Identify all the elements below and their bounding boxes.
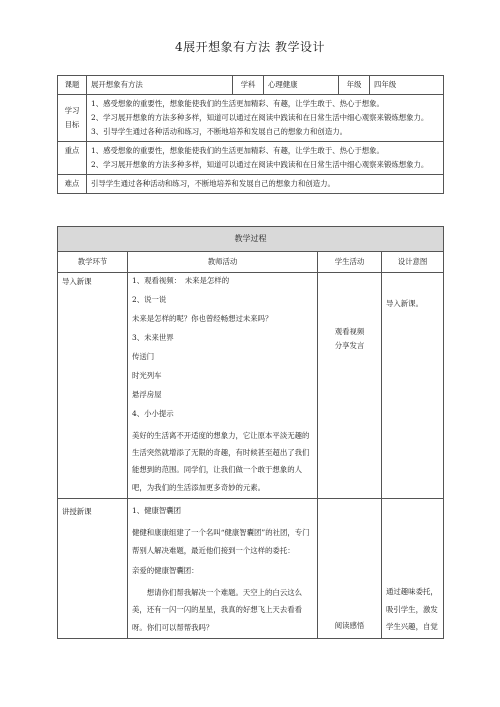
teacher-line: 想请你们帮我解决一个难题。天空上的白云这么美，还有一闪一闪的星星，我真的好想飞上天去看看呀。你们可以帮帮我吗？ (132, 587, 302, 632)
student-line: 阅读感悟 (334, 621, 365, 631)
info-table (57, 75, 444, 194)
student-activity-cell (318, 273, 382, 499)
header-intent: 设计意图 (382, 252, 444, 273)
header-student: 学生活动 (318, 252, 382, 273)
intent-text: 导入新课。 (386, 299, 423, 308)
header-teacher: 教师活动 (128, 252, 318, 273)
teacher-line: 时光列车 (132, 370, 162, 380)
teacher-line: 健健和康康组建了一个名叫“健康智囊团”的社团，专门帮别人解决难题，最近他们接到一个这样的委托： (132, 528, 310, 555)
goals-label-line-2: 目标 (64, 120, 80, 130)
process-row-intro (58, 273, 444, 499)
student-line: 观看视频 (334, 327, 365, 336)
goal-item: 1、感受想象的重要性，想象能使我们的生活更加精彩、有趣，让学生敢于、热心于想象。 (91, 99, 384, 109)
document-title: 4展开想象有方法 教学设计 (175, 40, 325, 54)
process-header-row (58, 252, 444, 273)
intent-cell (382, 499, 444, 639)
teacher-line: 传送门 (132, 351, 155, 361)
goals-label (58, 95, 87, 142)
key-item: 1、感受想象的重要性，想象能使我们的生活更加精彩、有趣，让学生敢于、热心于想象。 (91, 146, 384, 156)
stage-cell: 讲授新课 (58, 499, 128, 639)
key-item: 2、学习展开想象的方法多种多样，知道可以通过在阅读中践读和在日常生活中细心观察来锻炼想象力。 (91, 160, 429, 170)
teacher-line: 亲爱的健康智囊团： (132, 565, 199, 575)
process-row-new (58, 499, 444, 639)
goals-row (58, 95, 444, 142)
teacher-line: 3、未来世界 (132, 332, 174, 342)
process-banner: 教学过程 (58, 227, 444, 252)
goal-item: 2、学习展开想象的方法多种多样，知道可以通过在阅读中践读和在日常生活中细心观察来锻炼想象力。 (91, 113, 429, 123)
teacher-line: 美好的生活离不开适度的想象力，它让原本平淡无趣的生活突然就增添了无限的奇趣，有时候甚至超出了我们能想到的范围。同学们，让我们做一个敢于想象的人吧，为我们的生活添加更多奇妙的元素。 (132, 430, 310, 492)
intent-text: 通过趣味委托，吸引学生，激发学生兴趣，自觉 (386, 587, 438, 631)
teacher-activity-cell (128, 499, 318, 639)
intent-cell (382, 273, 444, 499)
difficulty-content: 引导学生通过各种活动和练习，不断地培养和发展自己的想象力和创造力。 (87, 175, 444, 194)
process-banner-row (58, 227, 444, 252)
key-label: 重点 (58, 142, 87, 175)
goals-content (87, 95, 444, 142)
goals-label-line-1: 学习 (64, 106, 80, 116)
teacher-line: 4、小小提示 (132, 408, 174, 418)
subject-label: 学科 (233, 76, 264, 95)
subject-value: 心理健康 (264, 76, 339, 95)
goal-item: 3、引导学生通过各种活动和练习，不断地培养和发展自己的想象力和创造力。 (91, 127, 347, 137)
key-row (58, 142, 444, 175)
course-row (58, 76, 444, 95)
process-table (57, 226, 444, 639)
teacher-line: 1、健康智囊团 (132, 506, 182, 516)
teacher-line: 未来是怎样的呢？你也曾经畅想过未来吗？ (132, 313, 273, 323)
difficulty-label: 难点 (58, 175, 87, 194)
course-label: 课题 (58, 76, 87, 95)
course-value: 展开想象有方法 (87, 76, 233, 95)
student-line: 分享发言 (334, 341, 365, 351)
grade-value: 四年级 (370, 76, 444, 95)
teacher-line: 1、观看视频： 未来是怎样的 (132, 276, 230, 285)
grade-label: 年级 (339, 76, 370, 95)
student-activity-cell (318, 499, 382, 639)
difficulty-row (58, 175, 444, 194)
teacher-line: 悬浮房屋 (132, 389, 162, 399)
teacher-line: 2、说一说 (132, 294, 167, 304)
stage-cell: 导入新课 (58, 273, 128, 499)
key-content (87, 142, 444, 175)
teacher-activity-cell (128, 273, 318, 499)
header-stage: 教学环节 (58, 252, 128, 273)
